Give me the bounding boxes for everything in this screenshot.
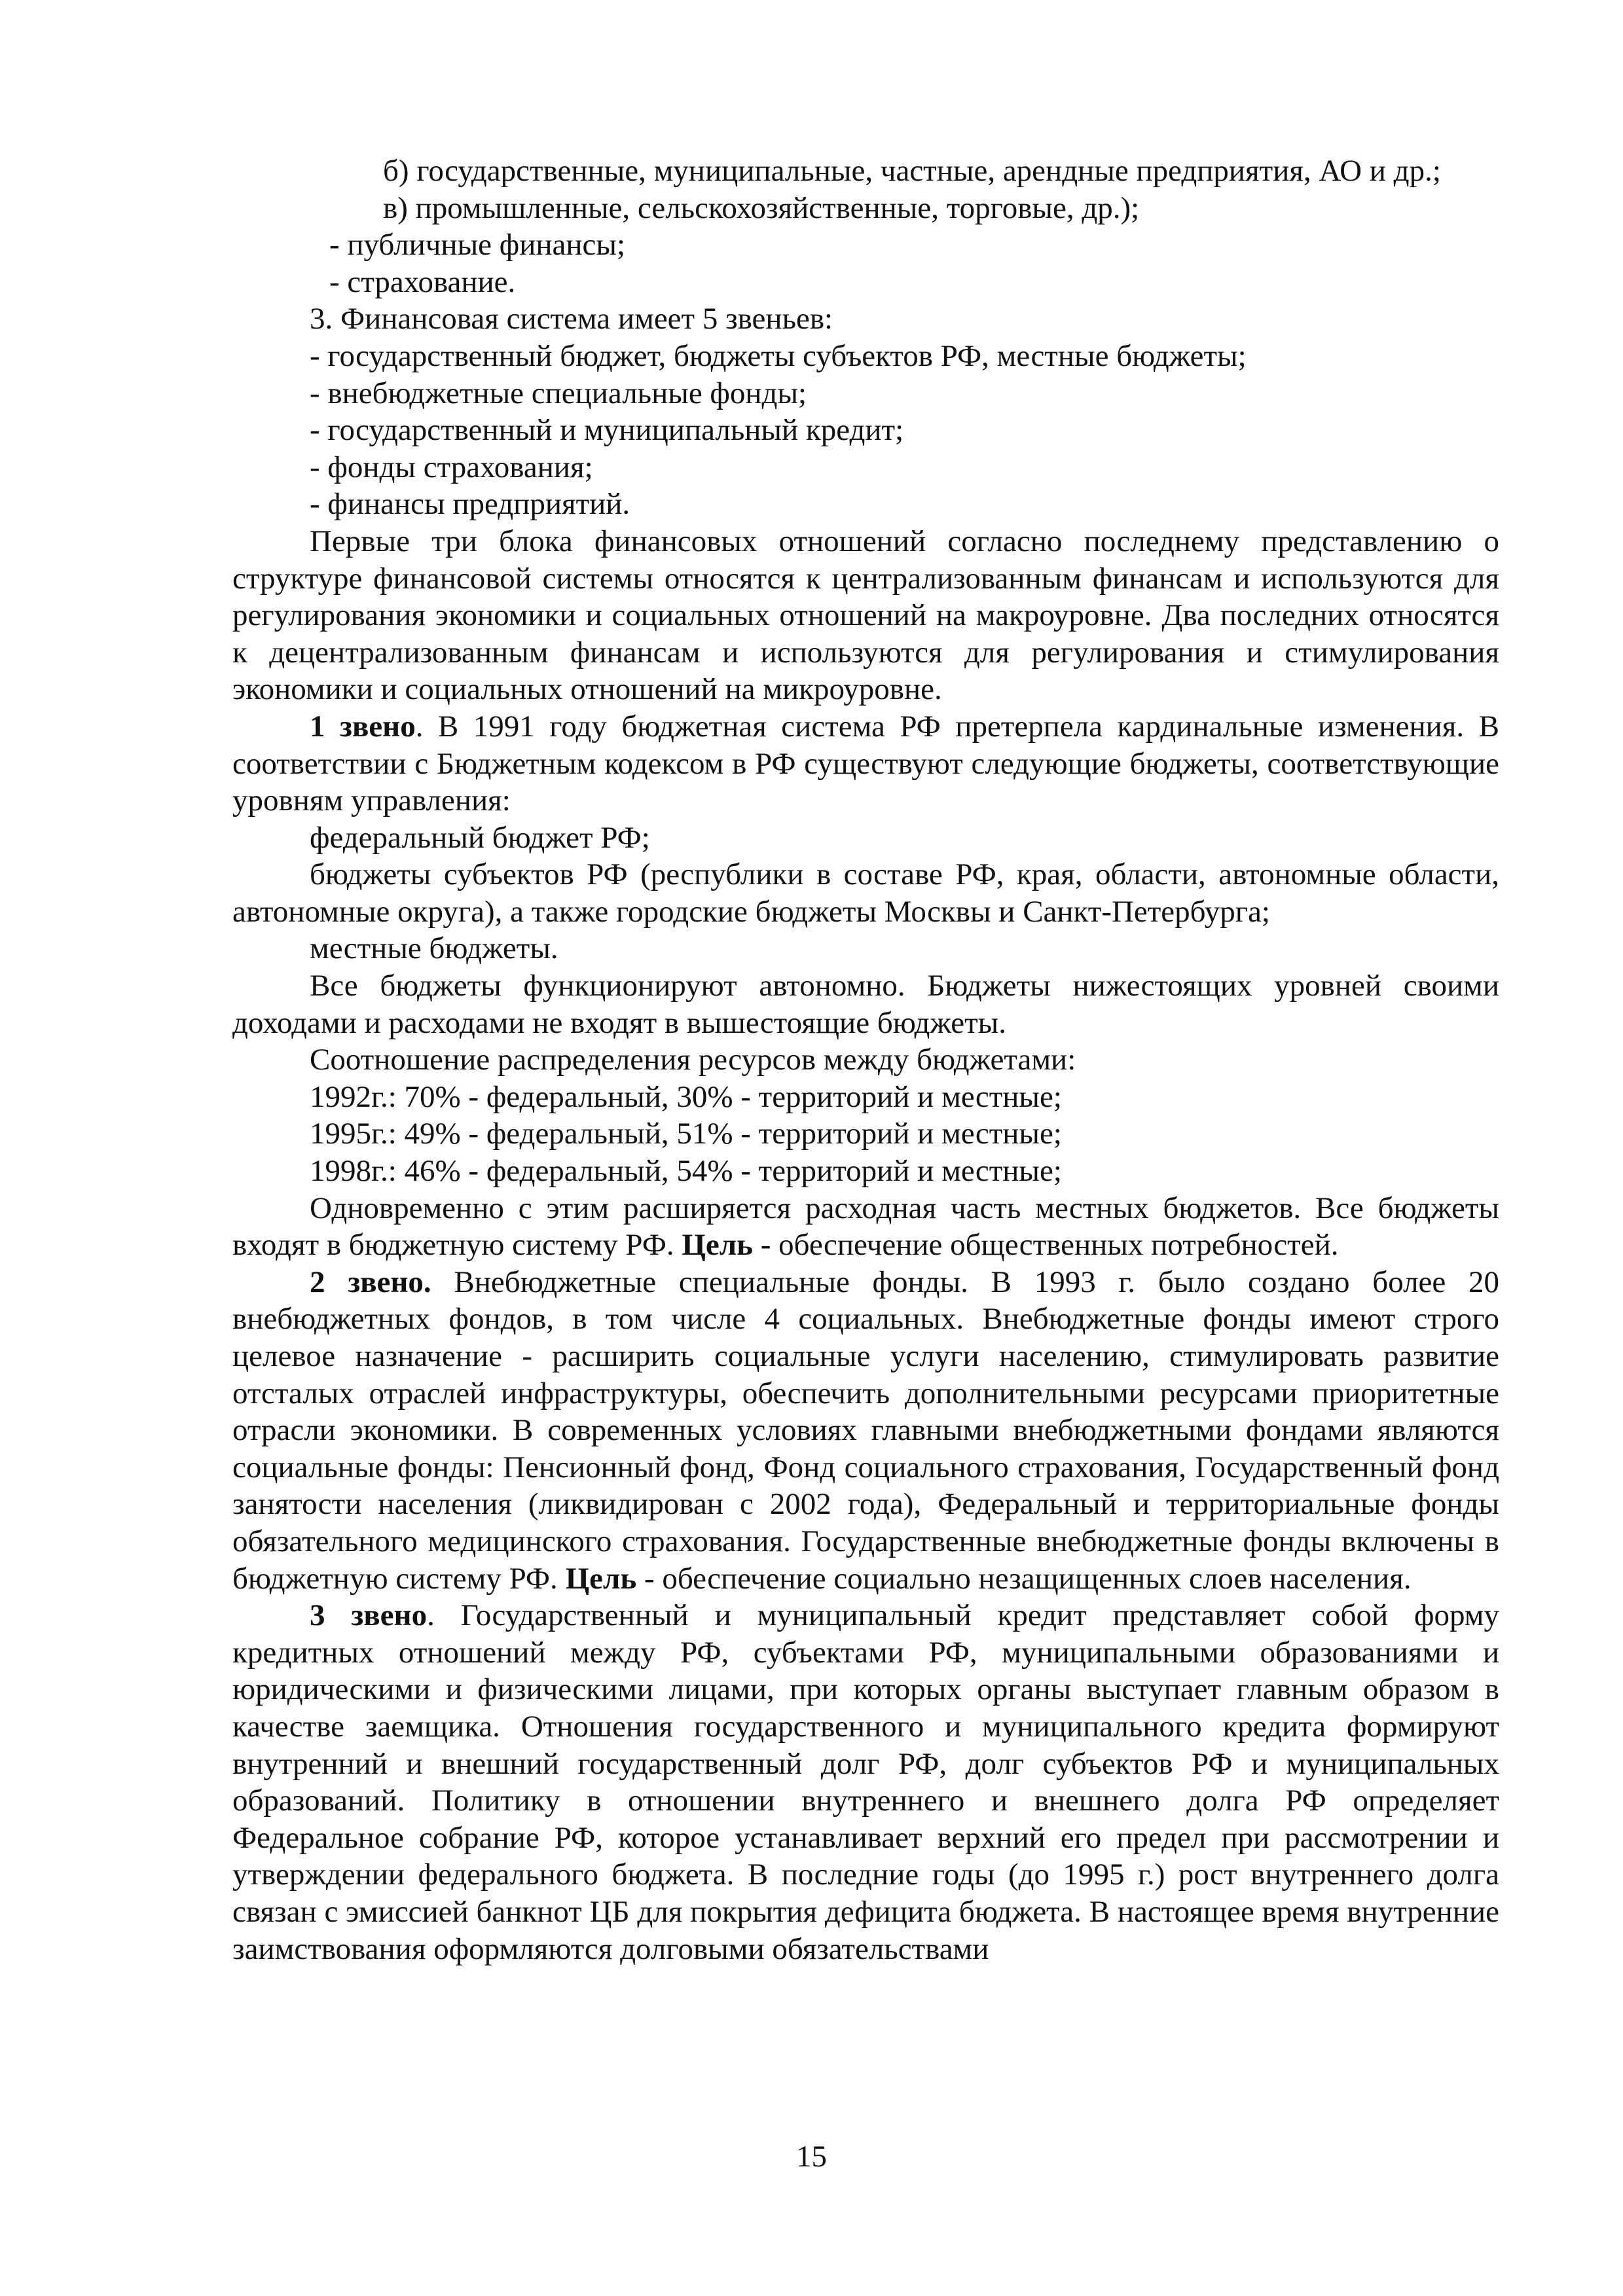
budget-local: местные бюджеты. [310,931,558,966]
expansion-text: Одновременно с этим расширяется расходная часть местных бюджетов. Все бюджеты входят в бюджетную систему РФ. [232,1191,1499,1263]
paragraph-link-1 [232,708,1499,819]
link-2-text: Внебюджетные специальные фонды. В 1993 г. было создано более 20 внебюджетных фондов, в том числе 4 социальных. Внебюджетные фонды имеют строго целевое назначение - расширить социальные услуги населению, стимулировать развитие отсталых отраслей инфраструктуры, обеспечить дополнительными ресурсами приоритетные отрасли экономики. В современных условиях главными внебюджетными фондами являются социальные фонды: Пенсионный фонд, Фонд социального страхования, Государственный фонд занятости населения (ликвидирован с 2002 года), Федеральный и территориальные фонды обязательного медицинского страхования. Государственные внебюджетные фонды включены в бюджетную систему РФ. [232,1265,1499,1596]
list-item-insurance: - страхование. [329,264,516,299]
link-1-label: 1 звено [310,709,416,744]
link-1-text: . В 1991 году бюджетная система РФ претерпела кардинальные изменения. В соответствии с Бюджетным кодексом в РФ существуют следующие бюджеты, соответствующие уровням управления: [232,709,1499,818]
list-item-public-finance: - публичные финансы; [329,228,626,262]
ratio-1998: 1998г.: 46% - федеральный, 54% - территорий и местные; [310,1154,1062,1189]
paragraph-link-2 [232,1264,1499,1597]
link-2-label: 2 звено. [310,1265,431,1299]
paragraph-expansion [232,1190,1499,1264]
link-item-budget: - государственный бюджет, бюджеты субъектов РФ, местные бюджеты; [310,338,1247,373]
link-3-label: 3 звено [310,1598,428,1633]
list-item-b: б) государственные, муниципальные, частные, арендные предприятия, АО и др.; [383,154,1441,188]
paragraph-autonomy: Все бюджеты функционируют автономно. Бюджеты нижестоящих уровней своими доходами и расходами не входят в вышестоящие бюджеты. [232,969,1499,1040]
document-page [232,152,1499,1967]
link-item-credit: - государственный и муниципальный кредит; [310,413,904,448]
link-item-insurance-funds: - фонды страхования; [310,450,593,484]
expansion-goal-label: Цель [682,1228,754,1263]
expansion-goal-text: - обеспечение общественных потребностей. [753,1228,1339,1263]
list-item-v: в) промышленные, сельскохозяйственные, торговые, др.); [383,190,1140,225]
ratio-1995: 1995г.: 49% - федеральный, 51% - территорий и местные; [310,1117,1062,1151]
ratio-title: Соотношение распределения ресурсов между бюджетами: [310,1043,1076,1077]
link-3-text: . Государственный и муниципальный кредит представляет собой форму кредитных отношений между РФ, субъектами РФ, муниципальными образованиями и юридическими и физическими лицами, при которых органы выступает главным образом в качестве заемщика. Отношения государственного и муниципального кредита формируют внутренний и внешний государственный долг РФ, долг субъектов РФ и муниципальных образований. Политику в отношении внутреннего и внешнего долга РФ определяет Федеральное собрание РФ, которое устанавливает верхний его предел при рассмотрении и утверждении федерального бюджета. В последние годы (до 1995 г.) рост внутреннего долга связан с эмиссией банкнот ЦБ для покрытия дефицита бюджета. В настоящее время внутренние заимствования оформляются долговыми обязательствами [232,1598,1499,1966]
budget-subjects: бюджеты субъектов РФ (республики в составе РФ, края, области, автономные области, автономные округа), а также городские бюджеты Москвы и Санкт-Петербурга; [232,857,1499,929]
link-item-enterprise-finance: - финансы предприятий. [310,487,630,522]
page-number: 15 [796,2140,827,2174]
link-item-funds: - внебюджетные специальные фонды; [310,376,807,410]
ratio-1992: 1992г.: 70% - федеральный, 30% - территорий и местные; [310,1079,1062,1114]
link-2-goal-label: Цель [565,1561,637,1596]
section-heading-3: 3. Финансовая система имеет 5 звеньев: [310,302,833,336]
link-2-goal-text: - обеспечение социально незащищенных слоев населения. [636,1561,1412,1596]
budget-federal: федеральный бюджет РФ; [310,820,650,855]
paragraph-blocks: Первые три блока финансовых отношений согласно последнему представлению о структуре финансовой системы относятся к централизованным финансам и используются для регулирования экономики и социальных отношений на макроуровне. Два последних относятся к децентрализованным финансам и используются для регулирования и стимулирования экономики и социальных отношений на микроуровне. [232,524,1499,707]
paragraph-link-3 [232,1597,1499,1967]
